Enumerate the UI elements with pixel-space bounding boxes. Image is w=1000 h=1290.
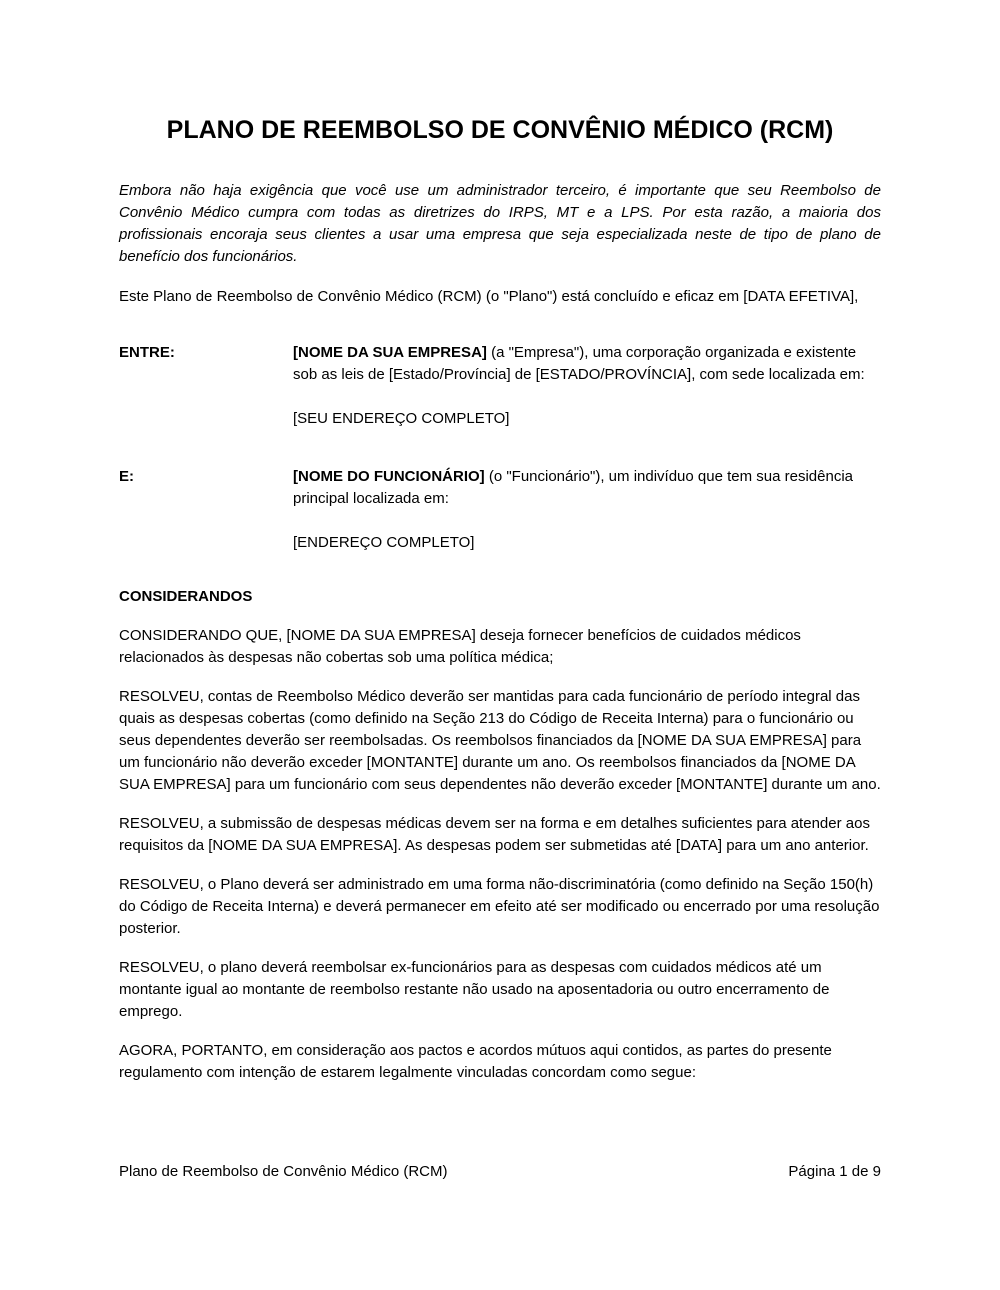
footer-page-number: Página 1 de 9: [788, 1163, 881, 1180]
party-description: [293, 466, 881, 510]
party-address: [ENDEREÇO COMPLETO]: [293, 534, 475, 551]
party-block-between: [119, 342, 881, 430]
party-address: [SEU ENDEREÇO COMPLETO]: [293, 410, 510, 427]
recital-paragraph: CONSIDERANDO QUE, [NOME DA SUA EMPRESA] deseja fornecer benefícios de cuidados médicos relacionados às despesas não cobertas sob uma política médica;: [119, 627, 801, 666]
recital-paragraph: RESOLVEU, a submissão de despesas médicas devem ser na forma e em detalhes suficientes para atender aos requisitos da [NOME DA SUA EMPRESA]. As despesas podem ser submetidas até [DATA] para um ano anterior.: [119, 815, 870, 854]
intro-note: Embora não haja exigência que você use um administrador terceiro, é importante que seu Reembolso de Convênio Médico cumpra com todas as diretrizes do IRPS, MT e a LPS. Por esta razão, a maioria dos profissionais encoraja seus clientes a usar uma empresa que seja especializada neste de tipo de plano de benefício dos funcionários.: [119, 182, 881, 265]
party-label: ENTRE:: [119, 344, 175, 361]
party-label: E:: [119, 468, 134, 485]
recital-paragraph: RESOLVEU, contas de Reembolso Médico deverão ser mantidas para cada funcionário de período integral das quais as despesas cobertas (como definido na Seção 213 do Código de Receita Interna) para o funcionário ou seus dependentes deverão ser reembolsadas. Os reembolsos financiados da [NOME DA SUA EMPRESA] para um funcionário não deverão exceder [MONTANTE] durante um ano. Os reembolsos financiados da [NOME DA SUA EMPRESA] para um funcionário com seus dependentes não deverão exceder [MONTANTE] durante um ano.: [119, 688, 881, 793]
opening-clause: Este Plano de Reembolso de Convênio Médico (RCM) (o "Plano") está concluído e eficaz em [DATA EFETIVA],: [119, 288, 859, 305]
party-description-text: (o "Funcionário"), um indivíduo que tem sua residência principal localizada em:: [293, 468, 853, 507]
recital-paragraph: RESOLVEU, o Plano deverá ser administrado em uma forma não-discriminatória (como definido na Seção 150(h) do Código de Receita Interna) e deverá permanecer em efeito até ser modificado ou encerrado por uma resolução posterior.: [119, 876, 880, 937]
recital-paragraph: RESOLVEU, o plano deverá reembolsar ex-funcionários para as despesas com cuidados médicos até um montante igual ao montante de reembolso restante não usado na aposentadoria ou outro encerramento de emprego.: [119, 959, 830, 1020]
party-description-text: (a "Empresa"), uma corporação organizada e existente sob as leis de [Estado/Província] de [ESTADO/PROVÍNCIA], com sede localizada em:: [293, 344, 865, 383]
party-description: [293, 342, 881, 386]
page-footer: [119, 1161, 881, 1183]
company-name-placeholder: [NOME DA SUA EMPRESA]: [293, 344, 487, 361]
recital-paragraph: AGORA, PORTANTO, em consideração aos pactos e acordos mútuos aqui contidos, as partes do presente regulamento com intenção de estarem legalmente vinculadas concordam como segue:: [119, 1042, 832, 1081]
employee-name-placeholder: [NOME DO FUNCIONÁRIO]: [293, 468, 485, 485]
party-content: [293, 466, 881, 554]
party-block-and: [119, 466, 881, 554]
document-title: PLANO DE REEMBOLSO DE CONVÊNIO MÉDICO (RCM): [166, 116, 834, 144]
party-content: [293, 342, 881, 430]
footer-document-name: Plano de Reembolso de Convênio Médico (RCM): [119, 1163, 448, 1180]
section-heading-considerandos: CONSIDERANDOS: [119, 588, 253, 605]
